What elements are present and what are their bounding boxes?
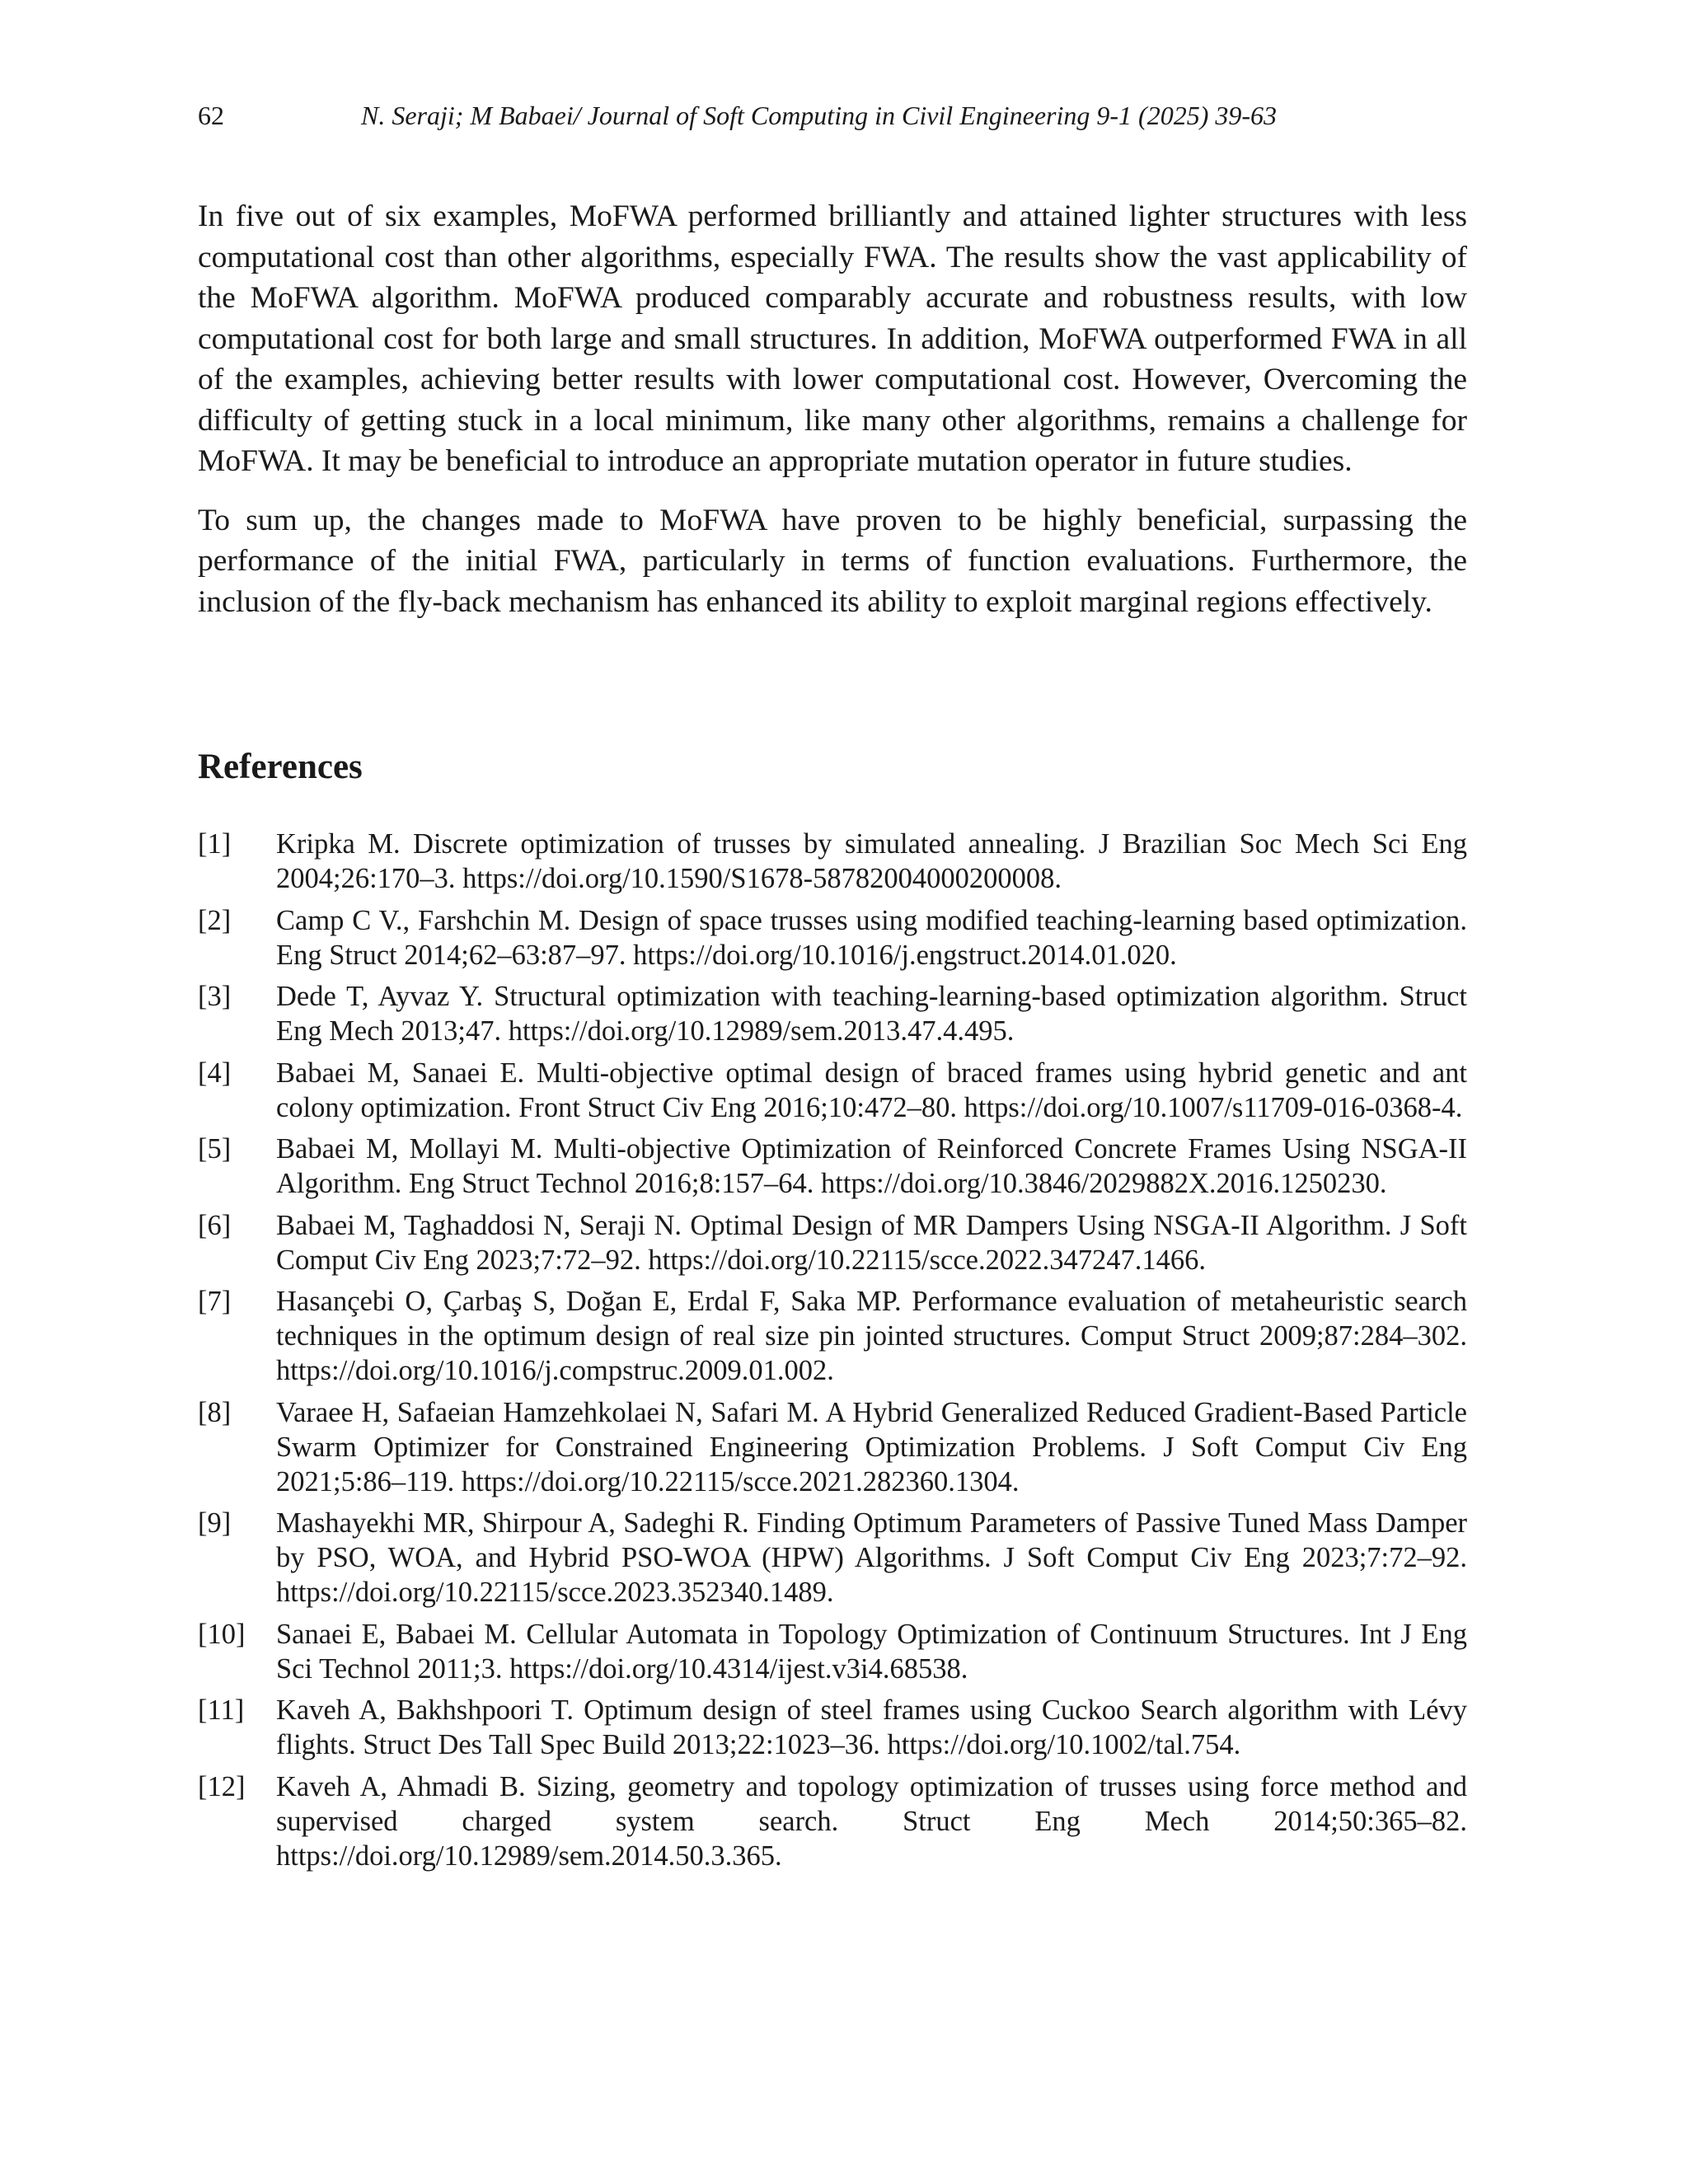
reference-item <box>198 1284 1467 1388</box>
reference-text: Mashayekhi MR, Shirpour A, Sadeghi R. Finding Optimum Parameters of Passive Tuned Mass Damper by PSO, WOA, and Hybrid PSO-WOA (HPW) Algorithms. J Soft Comput Civ Eng 2023;7:72–92. https://doi.org/10.22115/scce.2023.352340.1489. <box>276 1507 1467 1608</box>
reference-item <box>198 1769 1467 1873</box>
reference-item <box>198 1693 1467 1762</box>
reference-item <box>198 1056 1467 1125</box>
reference-label: [6] <box>198 1209 232 1241</box>
body-paragraph: In five out of six examples, MoFWA performed brilliantly and attained lighter structures with less computational cost than other algorithms, especially FWA. The results show the vast applicability of the MoFWA algorithm. MoFWA produced comparably accurate and robustness results, with low computational cost for both large and small structures. In addition, MoFWA outperformed FWA in all of the examples, achieving better results with lower computational cost. However, Overcoming the difficulty of getting stuck in a local minimum, like many other algorithms, remains a challenge for MoFWA. It may be beneficial to introduce an appropriate mutation operator in future studies. <box>198 199 1467 478</box>
page-header <box>198 101 1467 137</box>
body-paragraph: To sum up, the changes made to MoFWA have proven to be highly beneficial, surpassing the performance of the initial FWA, particularly in terms of function evaluations. Furthermore, the inclusion of the fly-back mechanism has enhanced its ability to exploit marginal regions effectively. <box>198 503 1467 619</box>
reference-text: Varaee H, Safaeian Hamzehkolaei N, Safari M. A Hybrid Generalized Reduced Gradient-Based Particle Swarm Optimizer for Constrained Engineering Optimization Problems. J Soft Comput Civ Eng 2021;5:86–119. https://doi.org/10.22115/scce.2021.282360.1304. <box>276 1396 1467 1497</box>
reference-text: Kaveh A, Bakhshpoori T. Optimum design of steel frames using Cuckoo Search algorithm with Lévy flights. Struct Des Tall Spec Build 2013;22:1023–36. https://doi.org/10.1002/tal.754. <box>276 1694 1467 1760</box>
reference-item <box>198 1132 1467 1201</box>
reference-label: [9] <box>198 1507 232 1539</box>
reference-label: [10] <box>198 1618 246 1650</box>
reference-label: [3] <box>198 981 232 1012</box>
reference-label: [4] <box>198 1057 232 1089</box>
reference-item <box>198 979 1467 1048</box>
references-heading: References <box>198 748 363 786</box>
reference-label: [5] <box>198 1133 232 1165</box>
page-number: 62 <box>198 101 224 130</box>
reference-item <box>198 1395 1467 1499</box>
body-text <box>198 196 1467 640</box>
reference-item <box>198 1208 1467 1277</box>
reference-text: Babaei M, Sanaei E. Multi-objective optimal design of braced frames using hybrid genetic and ant colony optimization. Front Struct Civ Eng 2016;10:472–80. https://doi.org/10.1007/s11709-016-0368-4. <box>276 1057 1467 1123</box>
reference-text: Kaveh A, Ahmadi B. Sizing, geometry and topology optimization of trusses using force method and supervised charged system search. Struct Eng Mech 2014;50:365–82. https://doi.org/10.12989/sem.2014.50.3.365. <box>276 1770 1467 1872</box>
reference-item <box>198 827 1467 896</box>
reference-text: Kripka M. Discrete optimization of trusses by simulated annealing. J Brazilian Soc Mech Sci Eng 2004;26:170–3. https://doi.org/10.1590/S1678-58782004000200008. <box>276 828 1467 894</box>
reference-item <box>198 1617 1467 1686</box>
reference-label: [1] <box>198 828 232 860</box>
reference-text: Dede T, Ayvaz Y. Structural optimization with teaching-learning-based optimization algorithm. Struct Eng Mech 2013;47. https://doi.org/10.12989/sem.2013.47.4.495. <box>276 981 1467 1047</box>
reference-label: [2] <box>198 904 232 936</box>
running-head: N. Seraji; M Babaei/ Journal of Soft Computing in Civil Engineering 9-1 (2025) 39-63 <box>361 101 1277 130</box>
reference-item <box>198 1506 1467 1610</box>
reference-label: [12] <box>198 1770 246 1802</box>
reference-text: Babaei M, Mollayi M. Multi-objective Optimization of Reinforced Concrete Frames Using NSGA-II Algorithm. Eng Struct Technol 2016;8:157–64. https://doi.org/10.3846/2029882X.2016.1250230. <box>276 1133 1467 1199</box>
reference-text: Hasançebi O, Çarbaş S, Doğan E, Erdal F, Saka MP. Performance evaluation of metaheuristic search techniques in the optimum design of real size pin jointed structures. Comput Struct 2009;87:284–302. https://doi.org/10.1016/j.compstruc.2009.01.002. <box>276 1286 1467 1386</box>
reference-text: Camp C V., Farshchin M. Design of space trusses using modified teaching-learning based optimization. Eng Struct 2014;62–63:87–97. https://doi.org/10.1016/j.engstruct.2014.01.020. <box>276 904 1467 971</box>
reference-text: Sanaei E, Babaei M. Cellular Automata in Topology Optimization of Continuum Structures. Int J Eng Sci Technol 2011;3. https://doi.org/10.4314/ijest.v3i4.68538. <box>276 1618 1467 1685</box>
reference-text: Babaei M, Taghaddosi N, Seraji N. Optimal Design of MR Dampers Using NSGA-II Algorithm. J Soft Comput Civ Eng 2023;7:72–92. https://doi.org/10.22115/scce.2022.347247.1466. <box>276 1209 1467 1276</box>
reference-label: [7] <box>198 1286 232 1317</box>
reference-label: [8] <box>198 1396 232 1428</box>
reference-list <box>198 827 1467 1880</box>
reference-label: [11] <box>198 1694 245 1726</box>
reference-item <box>198 903 1467 972</box>
